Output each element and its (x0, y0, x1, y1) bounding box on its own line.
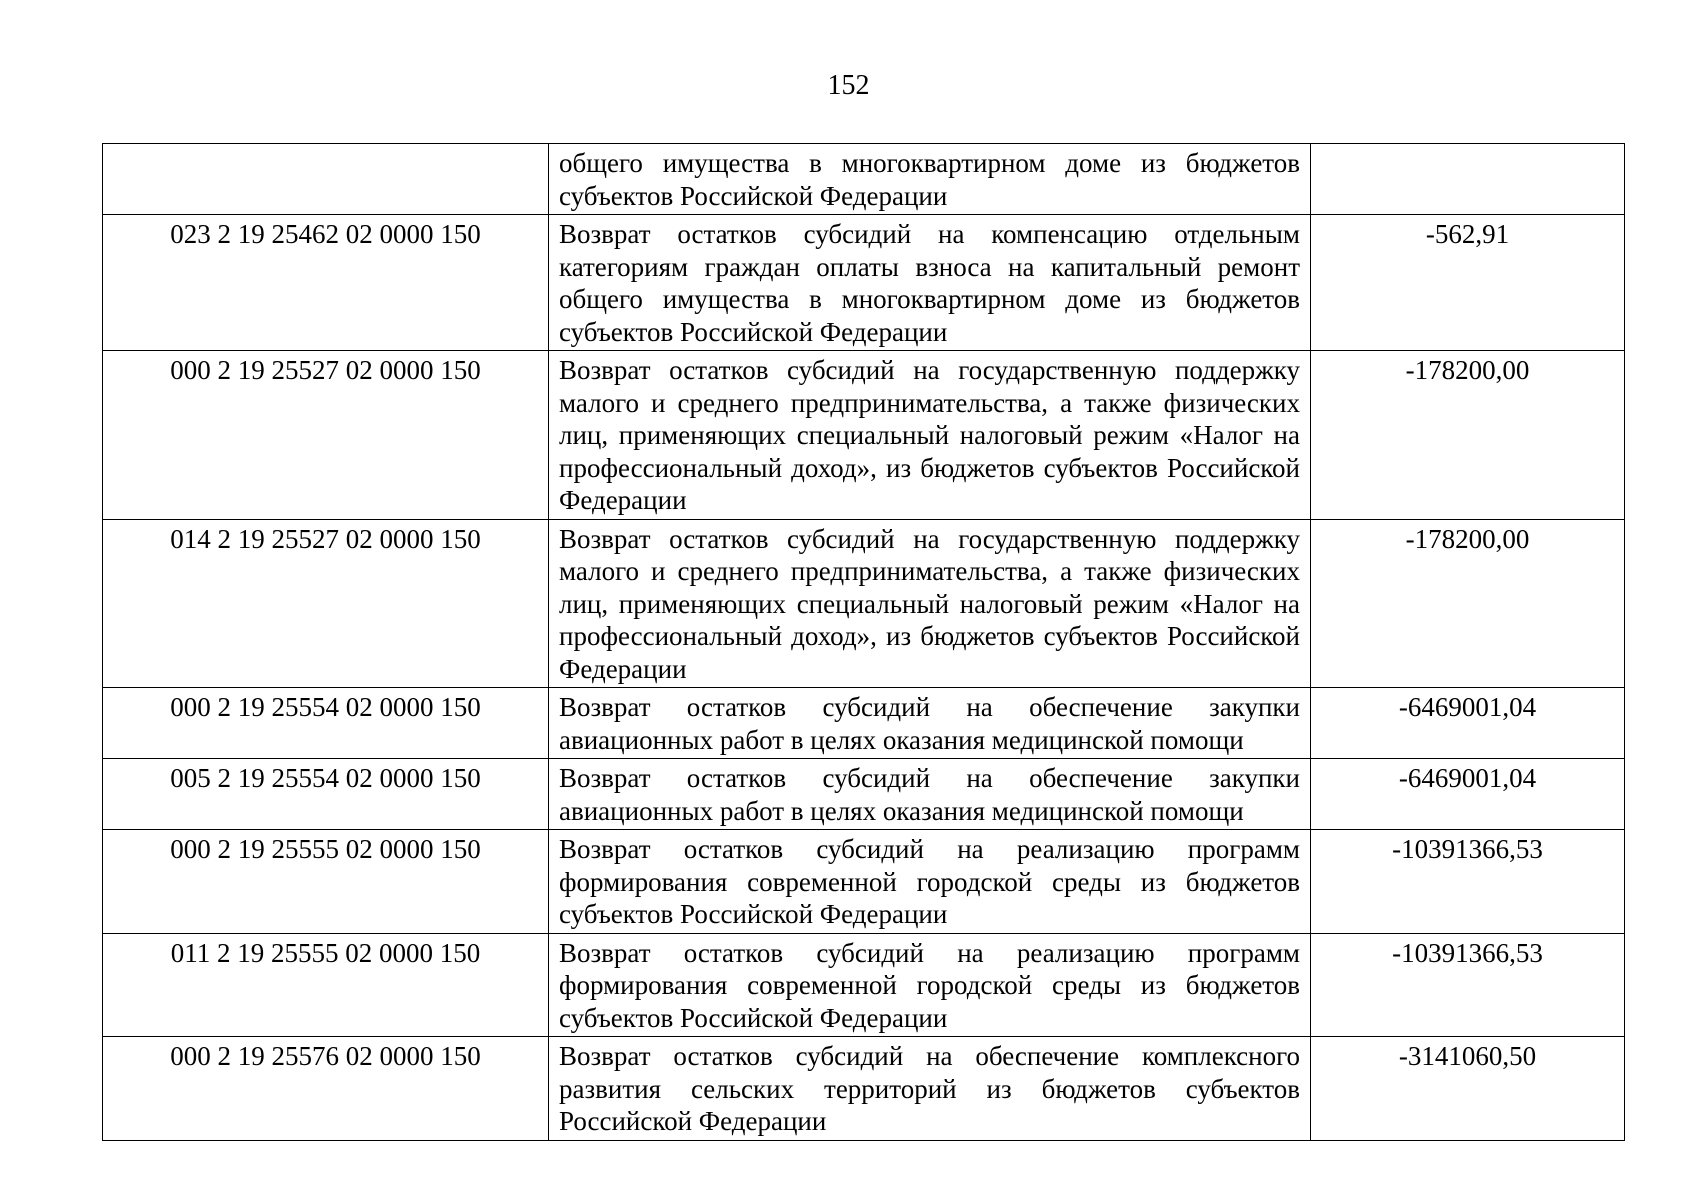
amount-cell (1311, 144, 1625, 215)
description-cell: общего имущества в многоквартирном доме из бюджетов субъектов Российской Федерации (549, 144, 1311, 215)
budget-code-cell: 011 2 19 25555 02 0000 150 (103, 933, 549, 1037)
budget-code-cell: 000 2 19 25527 02 0000 150 (103, 351, 549, 520)
amount-cell: -6469001,04 (1311, 688, 1625, 759)
table-row (103, 144, 1625, 215)
page-number: 152 (827, 70, 870, 101)
budget-code-cell: 000 2 19 25576 02 0000 150 (103, 1037, 549, 1141)
table-row (103, 688, 1625, 759)
amount-cell: -10391366,53 (1311, 933, 1625, 1037)
table-row (103, 830, 1625, 934)
description-cell: Возврат остатков субсидий на компенсацию отдельным категориям граждан оплаты взноса на капитальный ремонт общего имущества в многоквартирном доме из бюджетов субъектов Российской Федерации (549, 215, 1311, 351)
amount-cell: -178200,00 (1311, 351, 1625, 520)
amount-cell: -10391366,53 (1311, 830, 1625, 934)
description-cell: Возврат остатков субсидий на государственную поддержку малого и среднего предпринимательства, а также физических лиц, применяющих специальный налоговый режим «Налог на профессиональный доход», из бюджетов субъектов Российской Федерации (549, 351, 1311, 520)
table-row (103, 215, 1625, 351)
table-row (103, 519, 1625, 688)
table-row (103, 1037, 1625, 1141)
description-cell: Возврат остатков субсидий на реализацию программ формирования современной городской среды из бюджетов субъектов Российской Федерации (549, 933, 1311, 1037)
budget-code-cell: 000 2 19 25554 02 0000 150 (103, 688, 549, 759)
budget-code-cell: 000 2 19 25555 02 0000 150 (103, 830, 549, 934)
table-row (103, 351, 1625, 520)
amount-cell: -3141060,50 (1311, 1037, 1625, 1141)
budget-code-cell: 014 2 19 25527 02 0000 150 (103, 519, 549, 688)
table-row (103, 933, 1625, 1037)
table-row (103, 759, 1625, 830)
budget-table (102, 143, 1625, 1141)
description-cell: Возврат остатков субсидий на государственную поддержку малого и среднего предпринимательства, а также физических лиц, применяющих специальный налоговый режим «Налог на профессиональный доход», из бюджетов субъектов Российской Федерации (549, 519, 1311, 688)
description-cell: Возврат остатков субсидий на реализацию программ формирования современной городской среды из бюджетов субъектов Российской Федерации (549, 830, 1311, 934)
description-cell: Возврат остатков субсидий на обеспечение закупки авиационных работ в целях оказания медицинской помощи (549, 759, 1311, 830)
amount-cell: -562,91 (1311, 215, 1625, 351)
budget-code-cell (103, 144, 549, 215)
budget-code-cell: 023 2 19 25462 02 0000 150 (103, 215, 549, 351)
amount-cell: -6469001,04 (1311, 759, 1625, 830)
description-cell: Возврат остатков субсидий на обеспечение комплексного развития сельских территорий из бюджетов субъектов Российской Федерации (549, 1037, 1311, 1141)
description-cell: Возврат остатков субсидий на обеспечение закупки авиационных работ в целях оказания медицинской помощи (549, 688, 1311, 759)
amount-cell: -178200,00 (1311, 519, 1625, 688)
budget-code-cell: 005 2 19 25554 02 0000 150 (103, 759, 549, 830)
